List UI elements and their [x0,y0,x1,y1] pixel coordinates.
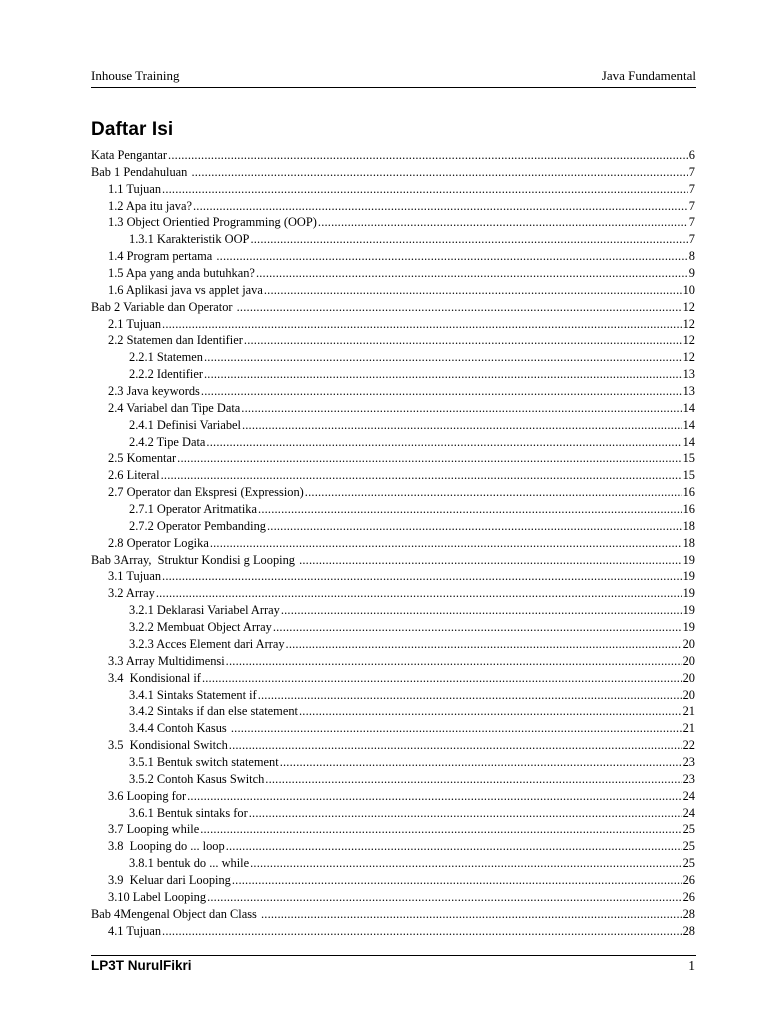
toc-dot-leader [191,164,687,181]
toc-entry-label: 3.3 Array Multidimensi [108,653,225,668]
toc-entry-page-number: 16 [682,485,695,500]
toc-entry-label: Bab 3Array, Struktur Kondisi g Looping [91,552,299,567]
toc-entry-content [108,181,695,198]
toc-entry-page-number: 10 [682,282,695,297]
toc-dot-leader [232,872,682,889]
toc-entry[interactable] [91,450,695,467]
toc-dot-leader [187,788,681,805]
toc-entry-page-number: 14 [682,434,695,449]
toc-entry[interactable] [91,821,695,838]
toc-entry-content [129,349,695,366]
toc-dot-leader [256,265,688,282]
toc-entry-content [91,552,695,569]
toc-entry-label: 3.4.2 Sintaks if dan else statement [129,704,298,719]
toc-entry[interactable] [91,265,695,282]
toc-entry-label: 3.4 Kondisional if [108,670,201,685]
toc-entry-content [108,316,695,333]
toc-entry-content [108,889,695,906]
toc-entry-content [91,299,695,316]
toc-dot-leader [237,299,682,316]
toc-entry-page-number: 28 [682,923,695,938]
toc-entry[interactable] [91,720,695,737]
toc-entry-content [108,821,695,838]
toc-entry-content [108,585,695,602]
toc-dot-leader [226,653,682,670]
toc-entry[interactable] [91,838,695,855]
toc-entry-label: 3.10 Label Looping [108,889,207,904]
toc-entry-content [108,568,695,585]
toc-entry-content [108,332,695,349]
toc-entry-page-number: 7 [688,198,695,213]
toc-entry-page-number: 18 [682,518,695,533]
toc-entry-content [129,771,695,788]
toc-entry-page-number: 19 [682,569,695,584]
toc-dot-leader [162,181,688,198]
toc-entry-page-number: 25 [682,839,695,854]
toc-entry-page-number: 28 [682,906,695,921]
toc-entry-page-number: 24 [682,788,695,803]
toc-entry-label: 3.5.2 Contoh Kasus Switch [129,771,265,786]
toc-entry-content [108,467,695,484]
toc-dot-leader [168,147,688,164]
toc-entry-label: 3.8.1 bentuk do ... while [129,856,250,871]
toc-entry-page-number: 21 [682,721,695,736]
toc-entry-page-number: 26 [682,889,695,904]
toc-entry-label: 1.6 Aplikasi java vs applet java [108,282,263,297]
toc-dot-leader [162,316,682,333]
toc-entry-page-number: 23 [682,754,695,769]
toc-entry-page-number: 25 [682,856,695,871]
toc-entry[interactable] [91,872,695,889]
toc-entry-content [108,400,695,417]
toc-entry-page-number: 9 [688,266,695,281]
toc-entry-label: 2.7.1 Operator Aritmatika [129,502,258,517]
toc-entry[interactable] [91,484,695,501]
toc-entry-label: 3.4.1 Sintaks Statement if [129,687,257,702]
toc-dot-leader [258,501,682,518]
toc-entry-label: 1.2 Apa itu java? [108,198,192,213]
toc-entry-label: 2.4.1 Definisi Variabel [129,417,241,432]
toc-dot-leader [244,332,682,349]
toc-entry-label: 3.2 Array [108,586,155,601]
toc-entry[interactable] [91,805,695,822]
toc-entry[interactable] [91,788,695,805]
toc-entry[interactable] [91,147,695,164]
toc-entry-content [129,805,695,822]
toc-entry[interactable] [91,703,695,720]
toc-entry-label: 3.6.1 Bentuk sintaks for [129,805,248,820]
toc-entry-page-number: 7 [688,181,695,196]
toc-entry-label: 4.1 Tujuan [108,923,162,938]
toc-entry-content [129,417,695,434]
toc-dot-leader [193,198,688,215]
toc-entry-content [91,147,695,164]
toc-dot-leader [299,703,682,720]
toc-entry[interactable] [91,248,695,265]
header-left-text: Inhouse Training [91,68,180,83]
table-of-contents [91,147,695,939]
toc-entry-content [129,518,695,535]
toc-entry-page-number: 19 [682,552,695,567]
toc-entry-label: 1.5 Apa yang anda butuhkan? [108,266,255,281]
toc-entry[interactable] [91,467,695,484]
toc-entry-content [108,214,695,231]
toc-entry-label: 3.4.4 Contoh Kasus [129,721,230,736]
toc-entry-label: Bab 4Mengenal Object dan Class [91,906,260,921]
toc-dot-leader [216,248,687,265]
toc-entry-label: 2.5 Komentar [108,451,177,466]
toc-entry-content [108,737,695,754]
toc-entry-content [129,855,695,872]
toc-entry-label: 1.4 Program pertama [108,249,216,264]
toc-entry-label: 2.7.2 Operator Pembanding [129,518,266,533]
toc-entry-label: 3.2.1 Deklarasi Variabel Array [129,603,280,618]
toc-entry-content [108,198,695,215]
toc-entry-label: 2.4.2 Tipe Data [129,434,206,449]
page-title: Daftar Isi [91,119,174,140]
toc-entry[interactable] [91,855,695,872]
toc-entry-content [129,366,695,383]
toc-entry-content [129,602,695,619]
toc-entry[interactable] [91,501,695,518]
toc-entry[interactable] [91,417,695,434]
toc-entry-label: 2.8 Operator Logika [108,535,209,550]
toc-entry-page-number: 19 [682,586,695,601]
toc-entry-label: 2.3 Java keywords [108,384,200,399]
toc-entry[interactable] [91,737,695,754]
toc-dot-leader [265,771,681,788]
toc-entry-content [91,906,695,923]
toc-entry[interactable] [91,518,695,535]
toc-entry-page-number: 14 [682,417,695,432]
toc-entry-label: 2.2 Statemen dan Identifier [108,333,243,348]
toc-dot-leader [156,585,682,602]
toc-entry[interactable] [91,366,695,383]
toc-entry-label: 2.2.2 Identifier [129,367,203,382]
toc-entry[interactable] [91,299,695,316]
toc-entry[interactable] [91,602,695,619]
toc-entry[interactable] [91,349,695,366]
toc-entry-label: 3.2.2 Membuat Object Array [129,620,272,635]
toc-dot-leader [318,214,688,231]
toc-dot-leader [242,417,682,434]
toc-dot-leader [280,754,682,771]
toc-entry[interactable] [91,906,695,923]
toc-entry[interactable] [91,332,695,349]
toc-entry-content [108,248,695,265]
toc-entry[interactable] [91,636,695,653]
toc-dot-leader [273,619,682,636]
toc-entry-content [129,434,695,451]
toc-entry-page-number: 19 [682,603,695,618]
toc-entry-page-number: 21 [682,704,695,719]
toc-entry-page-number: 20 [682,653,695,668]
toc-entry-label: 2.7 Operator dan Ekspresi (Expression) [108,485,304,500]
toc-dot-leader [250,231,687,248]
toc-entry-label: 2.6 Literal [108,468,160,483]
toc-entry[interactable] [91,214,695,231]
toc-entry[interactable] [91,670,695,687]
toc-entry-page-number: 23 [682,771,695,786]
toc-entry[interactable] [91,687,695,704]
toc-dot-leader [206,434,681,451]
toc-entry-page-number: 7 [688,164,695,179]
toc-entry-page-number: 20 [682,687,695,702]
toc-entry-content [129,703,695,720]
toc-entry[interactable] [91,400,695,417]
toc-entry-page-number: 7 [688,215,695,230]
toc-dot-leader [264,282,682,299]
toc-entry-label: Bab 2 Variable dan Operator [91,299,236,314]
toc-entry-content [108,653,695,670]
toc-entry[interactable] [91,198,695,215]
toc-entry-content [129,619,695,636]
toc-entry-content [108,923,695,940]
toc-entry-label: Bab 1 Pendahuluan [91,164,191,179]
header-right-text: Java Fundamental [601,68,696,83]
toc-entry[interactable] [91,316,695,333]
toc-dot-leader [299,552,682,569]
toc-entry[interactable] [91,568,695,585]
toc-entry-page-number: 20 [682,670,695,685]
toc-entry-label: 3.7 Looping while [108,822,200,837]
toc-entry-page-number: 15 [682,451,695,466]
toc-entry-page-number: 22 [682,738,695,753]
footer-organization: LP3T NurulFikri [91,958,192,973]
toc-entry-label: 1.1 Tujuan [108,181,162,196]
toc-entry-page-number: 15 [682,468,695,483]
toc-entry-page-number: 13 [682,367,695,382]
toc-entry-label: 3.9 Keluar dari Looping [108,872,231,887]
toc-entry-page-number: 18 [682,535,695,550]
toc-entry-label: 3.5 Kondisional Switch [108,738,228,753]
toc-entry-page-number: 8 [688,249,695,264]
toc-dot-leader [241,400,681,417]
toc-entry-label: 3.5.1 Bentuk switch statement [129,754,279,769]
toc-entry-label: 3.8 Looping do ... loop [108,839,225,854]
footer-page-number: 1 [688,958,695,973]
toc-dot-leader [204,349,682,366]
toc-entry-label: 2.4 Variabel dan Tipe Data [108,400,241,415]
toc-entry-page-number: 20 [682,636,695,651]
toc-entry-page-number: 6 [688,148,695,162]
toc-entry-content [129,231,695,248]
toc-entry-page-number: 7 [688,232,695,247]
toc-dot-leader [281,602,682,619]
toc-dot-leader [200,821,681,838]
toc-dot-leader [258,687,682,704]
toc-dot-leader [202,670,682,687]
toc-entry[interactable] [91,383,695,400]
toc-dot-leader [210,535,682,552]
toc-entry-page-number: 12 [682,350,695,365]
toc-entry-label: 3.6 Looping for [108,788,187,803]
toc-entry[interactable] [91,754,695,771]
toc-entry[interactable] [91,923,695,940]
toc-dot-leader [231,720,682,737]
toc-entry[interactable] [91,619,695,636]
toc-entry-label: 2.2.1 Statemen [129,350,203,365]
toc-entry-content [108,838,695,855]
toc-dot-leader [177,450,681,467]
toc-dot-leader [249,805,682,822]
toc-dot-leader [261,906,682,923]
page-header [91,67,696,88]
toc-entry[interactable] [91,771,695,788]
toc-entry-content [108,383,695,400]
toc-dot-leader [162,923,682,940]
toc-entry[interactable] [91,181,695,198]
toc-entry-content [108,484,695,501]
toc-entry-content [108,450,695,467]
toc-entry-page-number: 12 [682,333,695,348]
toc-dot-leader [305,484,682,501]
toc-entry[interactable] [91,889,695,906]
toc-entry[interactable] [91,653,695,670]
toc-entry[interactable] [91,552,695,569]
toc-dot-leader [229,737,682,754]
toc-entry-label: Kata Pengantar [91,148,168,162]
toc-entry[interactable] [91,282,695,299]
toc-dot-leader [226,838,682,855]
toc-entry[interactable] [91,585,695,602]
toc-entry-label: 3.2.3 Acces Element dari Array [129,636,285,651]
toc-dot-leader [161,467,682,484]
toc-dot-leader [162,568,682,585]
toc-entry-content [91,164,695,181]
toc-entry[interactable] [91,164,695,181]
toc-entry-page-number: 26 [682,872,695,887]
toc-dot-leader [207,889,682,906]
toc-entry-content [108,788,695,805]
toc-entry-page-number: 24 [682,805,695,820]
toc-entry-page-number: 25 [682,822,695,837]
toc-entry-label: 1.3.1 Karakteristik OOP [129,232,250,247]
toc-entry-label: 1.3 Object Orientied Programming (OOP) [108,215,317,230]
toc-entry-content [129,720,695,737]
toc-dot-leader [250,855,682,872]
toc-entry[interactable] [91,535,695,552]
toc-entry-page-number: 14 [682,400,695,415]
toc-entry-label: 3.1 Tujuan [108,569,162,584]
toc-entry[interactable] [91,231,695,248]
toc-entry-page-number: 19 [682,620,695,635]
toc-entry-content [108,535,695,552]
toc-entry-content [108,872,695,889]
toc-entry-content [108,265,695,282]
toc-entry-page-number: 16 [682,502,695,517]
toc-dot-leader [204,366,682,383]
toc-entry-label: 2.1 Tujuan [108,316,162,331]
toc-entry-content [108,282,695,299]
toc-dot-leader [286,636,682,653]
toc-entry-page-number: 12 [682,316,695,331]
toc-entry-content [108,670,695,687]
toc-dot-leader [267,518,682,535]
toc-dot-leader [201,383,682,400]
toc-entry-page-number: 13 [682,384,695,399]
toc-entry[interactable] [91,434,695,451]
footer-divider [91,955,696,956]
toc-entry-content [129,501,695,518]
toc-entry-page-number: 12 [682,299,695,314]
toc-entry-content [129,754,695,771]
toc-entry-content [129,636,695,653]
toc-entry-content [129,687,695,704]
